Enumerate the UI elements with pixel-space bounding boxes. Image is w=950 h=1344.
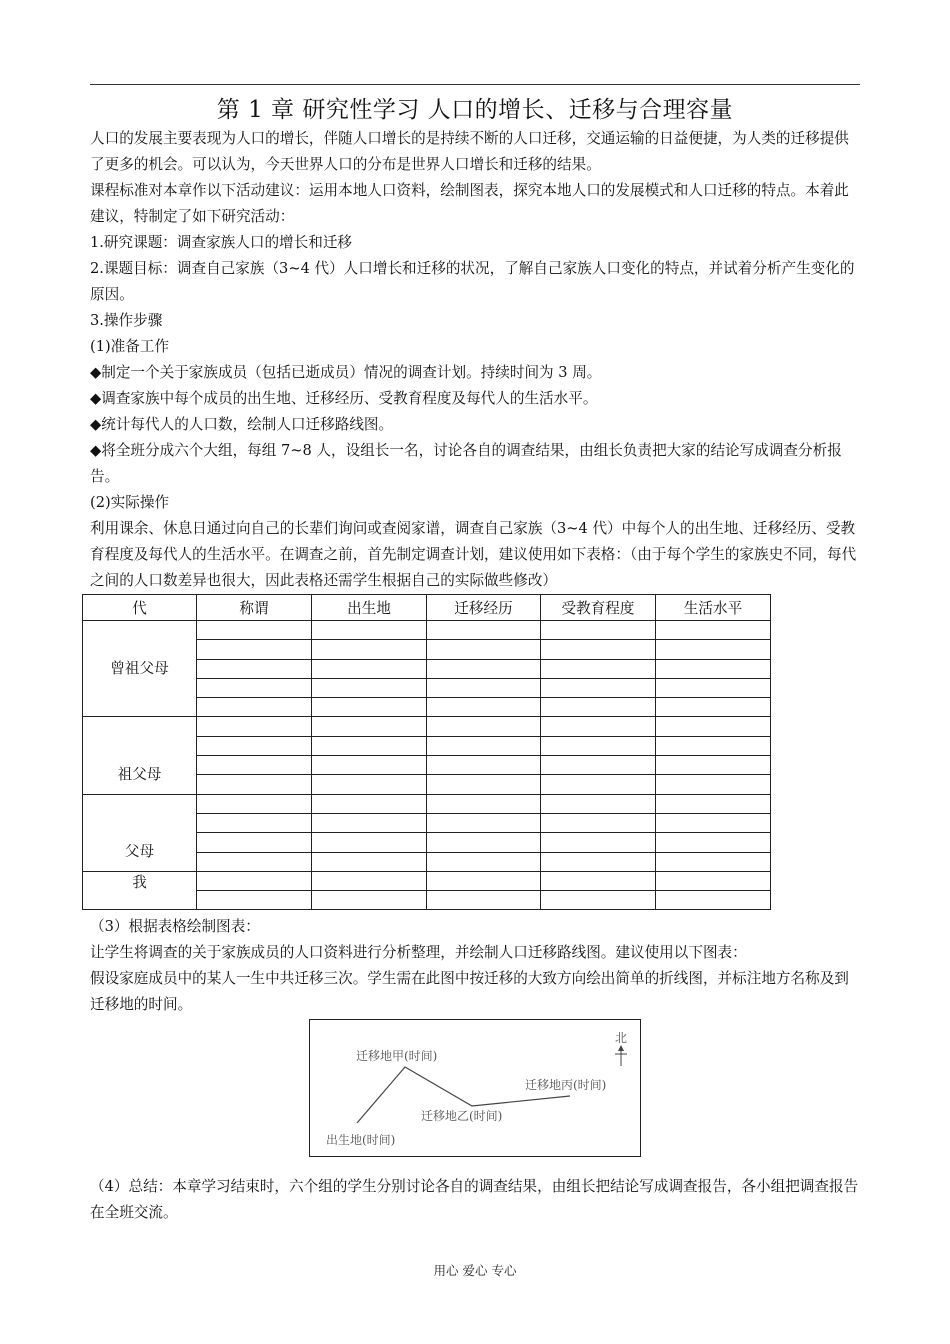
table-cell[interactable]: [427, 659, 541, 678]
table-cell[interactable]: [197, 678, 312, 697]
paragraph: （3）根据表格绘制图表：: [90, 918, 260, 935]
table-cell[interactable]: [656, 775, 771, 794]
section-3-text: [90, 914, 860, 1018]
table-cell[interactable]: [656, 698, 771, 717]
table-cell[interactable]: [427, 756, 541, 775]
table-cell[interactable]: [541, 621, 656, 640]
paragraph: 课程标准对本章作以下活动建议：运用本地人口资料，绘制图表，探究本地人口的发展模式和人口迁移的特点。本着此建议，特制定了如下研究活动：: [90, 182, 849, 225]
table-cell[interactable]: [312, 621, 427, 640]
generation-cell: 我: [83, 871, 197, 910]
table-cell[interactable]: [312, 659, 427, 678]
table-cell[interactable]: [541, 756, 656, 775]
table-cell[interactable]: [312, 833, 427, 852]
paragraph: 2.课题目标：调查自己家族（3~4 代）人口增长和迁移的状况，了解自己家族人口变化的特点，并试着分析产生变化的原因。: [90, 260, 855, 303]
generation-cell: 曾祖父母: [83, 621, 197, 717]
paragraph: ◆制定一个关于家族成员（包括已逝成员）情况的调查计划。持续时间为 3 周。: [90, 364, 602, 381]
table-cell[interactable]: [427, 678, 541, 697]
paragraph: 3.操作步骤: [90, 312, 163, 329]
table-cell[interactable]: [656, 794, 771, 813]
table-cell[interactable]: [541, 852, 656, 871]
table-cell[interactable]: [656, 871, 771, 890]
table-cell[interactable]: [197, 833, 312, 852]
paragraph: 假设家庭成员中的某人一生中共迁移三次。学生需在此图中按迁移的大致方向绘出简单的折线图，并标注地方名称及到迁移地的时间。: [90, 970, 849, 1013]
table-row: [83, 794, 771, 813]
table-cell[interactable]: [197, 871, 312, 890]
table-row: [83, 621, 771, 640]
table-cell[interactable]: [656, 813, 771, 832]
generation-cell: 祖父母: [83, 717, 197, 794]
table-cell[interactable]: [427, 813, 541, 832]
table-cell[interactable]: [656, 852, 771, 871]
header-rule: [90, 84, 860, 85]
column-header: 受教育程度: [541, 595, 656, 621]
table-cell[interactable]: [197, 717, 312, 736]
column-header: 称谓: [197, 595, 312, 621]
table-cell[interactable]: [312, 852, 427, 871]
table-cell[interactable]: [312, 640, 427, 659]
migration-route-diagram: [309, 1019, 641, 1157]
table-cell[interactable]: [541, 794, 656, 813]
table-cell[interactable]: [197, 813, 312, 832]
table-cell[interactable]: [541, 659, 656, 678]
table-cell[interactable]: [656, 891, 771, 910]
north-label: 北: [614, 1031, 628, 1045]
summary-text: [90, 1174, 860, 1226]
table-header-row: [83, 595, 771, 621]
paragraph: (1)准备工作: [90, 338, 170, 355]
table-cell[interactable]: [312, 736, 427, 755]
table-cell[interactable]: [312, 794, 427, 813]
table-cell[interactable]: [656, 833, 771, 852]
generation-cell: 父母: [83, 794, 197, 871]
table-cell[interactable]: [427, 736, 541, 755]
table-cell[interactable]: [427, 891, 541, 910]
paragraph: ◆将全班分成六个大组，每组 7~8 人，设组长一名，讨论各自的调查结果，由组长负责把大家的结论写成调查分析报告。: [90, 442, 842, 485]
table-cell[interactable]: [656, 717, 771, 736]
table-cell[interactable]: [427, 698, 541, 717]
table-cell[interactable]: [541, 813, 656, 832]
paragraph: （4）总结：本章学习结束时，六个组的学生分别讨论各自的调查结果，由组长把结论写成调查报告，各小组把调查报告在全班交流。: [90, 1178, 859, 1221]
table-cell[interactable]: [197, 794, 312, 813]
table-cell[interactable]: [427, 621, 541, 640]
table-cell[interactable]: [656, 621, 771, 640]
migration-route-svg: [310, 1020, 642, 1158]
table-cell[interactable]: [541, 833, 656, 852]
table-row: [83, 871, 771, 890]
table-cell[interactable]: [427, 871, 541, 890]
table-cell[interactable]: [312, 775, 427, 794]
table-cell[interactable]: [197, 621, 312, 640]
paragraph: 1.研究课题：调查家族人口的增长和迁移: [90, 234, 353, 251]
page-title: 第 1 章 研究性学习 人口的增长、迁移与合理容量: [216, 97, 734, 123]
paragraph: 利用课余、休息日通过向自己的长辈们询问或查阅家谱，调查自己家族（3~4 代）中每个人的出生地、迁移经历、受教育程度及每代人的生活水平。在调查之前，首先制定调查计划，建议使用如下表格：（由于每个学生的家族史不同，每代之间的人口数差异也很大，因此表格还需学生根据自己的实际做些修改）: [90, 520, 857, 589]
table-cell[interactable]: [312, 813, 427, 832]
paragraph: 人口的发展主要表现为人口的增长，伴随人口增长的是持续不断的人口迁移，交通运输的日益便捷，为人类的迁移提供了更多的机会。可以认为，今天世界人口的分布是世界人口增长和迁移的结果。: [90, 130, 849, 173]
table-cell[interactable]: [312, 871, 427, 890]
label-place-c: 迁移地丙(时间): [525, 1078, 607, 1092]
table-cell[interactable]: [541, 871, 656, 890]
table-row: [83, 717, 771, 736]
north-arrow-icon: [615, 1045, 627, 1066]
table-cell[interactable]: [427, 794, 541, 813]
table-cell[interactable]: [541, 678, 656, 697]
table-cell[interactable]: [197, 891, 312, 910]
table-cell[interactable]: [197, 640, 312, 659]
table-cell[interactable]: [197, 852, 312, 871]
table-cell[interactable]: [656, 659, 771, 678]
table-cell[interactable]: [656, 640, 771, 659]
table-cell[interactable]: [541, 717, 656, 736]
table-cell[interactable]: [541, 736, 656, 755]
table-cell[interactable]: [541, 891, 656, 910]
column-header: 代: [83, 595, 197, 621]
table-cell[interactable]: [541, 640, 656, 659]
column-header: 出生地: [312, 595, 427, 621]
page-footer: 用心 爱心 专心: [433, 1263, 517, 1278]
table-cell[interactable]: [312, 678, 427, 697]
table-cell[interactable]: [427, 717, 541, 736]
label-place-a: 迁移地甲(时间): [356, 1049, 438, 1063]
paragraph: (2)实际操作: [90, 494, 170, 511]
table-cell[interactable]: [541, 775, 656, 794]
table-cell[interactable]: [427, 775, 541, 794]
label-birthplace: 出生地(时间): [326, 1133, 396, 1147]
intro-text: [90, 126, 860, 594]
column-header: 生活水平: [656, 595, 771, 621]
table-cell[interactable]: [197, 736, 312, 755]
table-cell[interactable]: [656, 736, 771, 755]
paragraph: ◆统计每代人的人口数，绘制人口迁移路线图。: [90, 416, 394, 433]
table-cell[interactable]: [541, 698, 656, 717]
column-header: 迁移经历: [427, 595, 541, 621]
table-cell[interactable]: [427, 833, 541, 852]
table-cell[interactable]: [197, 659, 312, 678]
table-cell[interactable]: [312, 698, 427, 717]
table-cell[interactable]: [427, 852, 541, 871]
table-cell[interactable]: [656, 756, 771, 775]
label-place-b: 迁移地乙(时间): [421, 1109, 503, 1123]
paragraph: ◆调查家族中每个成员的出生地、迁移经历、受教育程度及每代人的生活水平。: [90, 390, 598, 407]
table-cell[interactable]: [197, 756, 312, 775]
paragraph: 让学生将调查的关于家族成员的人口资料进行分析整理，并绘制人口迁移路线图。建议使用以下图表：: [90, 944, 747, 961]
table-cell[interactable]: [312, 891, 427, 910]
table-cell[interactable]: [656, 678, 771, 697]
table-cell[interactable]: [197, 698, 312, 717]
table-cell[interactable]: [427, 640, 541, 659]
survey-table: [82, 594, 771, 910]
table-cell[interactable]: [197, 775, 312, 794]
table-cell[interactable]: [312, 756, 427, 775]
table-cell[interactable]: [312, 717, 427, 736]
